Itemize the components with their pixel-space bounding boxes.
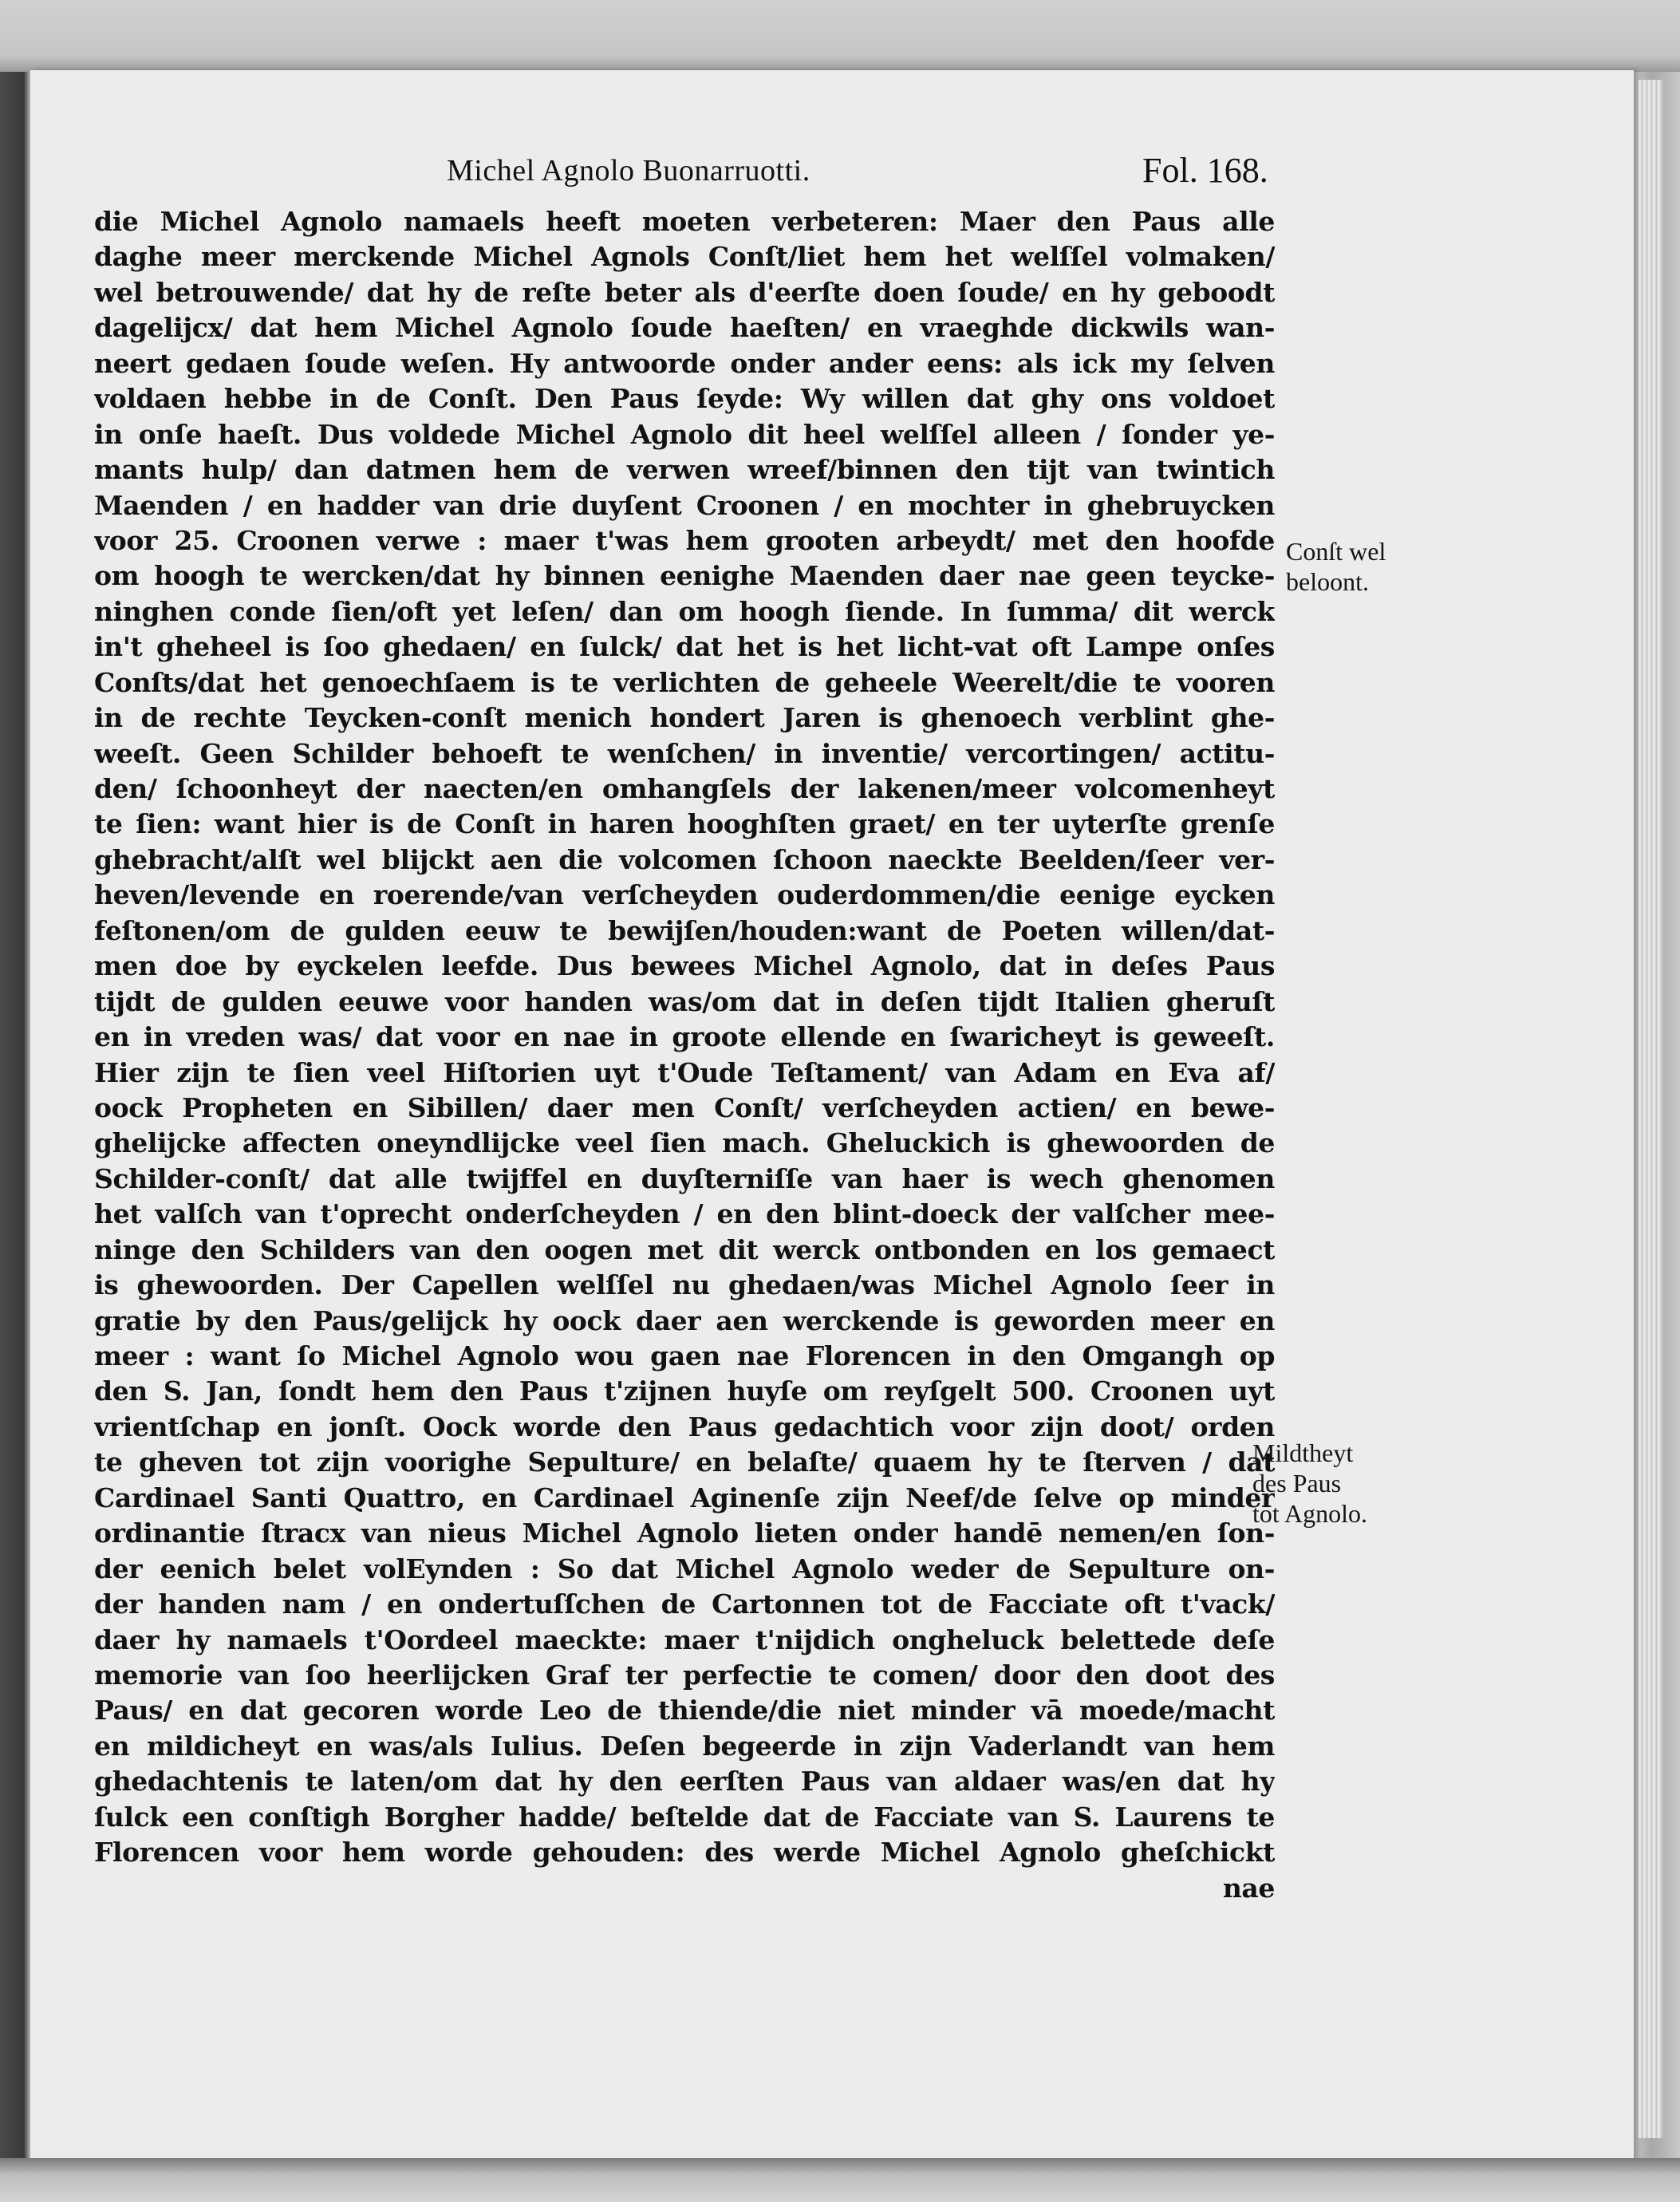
text-line: daghe meer merckende Michel Agnols Conſt/liet hem het welſſel volmaken/ [94,241,1275,273]
text-line: en in vreden was/ dat voor en nae in groote ellende en ſwaricheyt is geweeſt. [94,1021,1275,1053]
text-line: mants hulp/ dan datmen hem de verwen wreef/binnen den tijt van twintich [94,454,1275,486]
text-line: Schilder-conſt/ dat alle twijffel en duyſterniſſe van haer is wech ghenomen [94,1162,1275,1194]
text-line: vrientſchap en jonſt. Oock worde den Paus gedachtich voor zijn doot/ orden [94,1411,1275,1442]
text-line: Cardinael Santi Quattro, en Cardinael Aginenſe zijn Neef/de ſelve op minder [94,1482,1275,1513]
text-line: tijdt de gulden eeuwe voor handen was/om dat in deſen tijdt Italien gheruſt [94,985,1275,1017]
text-line: den/ ſchoonheyt der naecten/en omhangſels der lakenen/meer volcomenheyt [94,773,1275,804]
text-line: in't gheheel is ſoo ghedaen/ en ſulck/ dat het is het licht-vat oft Lampe onſes [94,631,1275,663]
text-line: dagelijcx/ dat hem Michel Agnolo ſoude haeſten/ en vraeghde dickwils wan- [94,312,1275,344]
text-line: der eenich belet volEynden : So dat Michel Agnolo weder de Sepulture on- [94,1553,1275,1584]
text-line: ghelijcke affecten oneyndlijcke veel ſien mach. Gheluckich is ghewoorden de [94,1127,1275,1159]
text-line: Hier zijn te ſien veel Hiſtorien uyt t'Oude Teſtament/ van Adam en Eva af/ [94,1056,1275,1088]
body-text [94,204,1275,1906]
text-line: Florencen voor hem worde gehouden: des werde Michel Agnolo gheſchickt [94,1837,1275,1869]
text-line: meer : want ſo Michel Agnolo wou gaen nae Florencen in den Omgangh op [94,1340,1275,1371]
text-line: het valſch van t'oprecht onderſcheyden / en den blint-doeck der valſcher mee- [94,1198,1275,1230]
text-line: weeſt. Geen Schilder behoeft te wenſchen/ in inventie/ vercortingen/ actitu- [94,737,1275,769]
text-line: Maenden / en hadder van drie duyſent Croonen / en mochter in ghebruycken [94,489,1275,521]
scan-top-edge [0,0,1680,72]
text-line: men doe by eyckelen leefde. Dus bewees Michel Agnolo, dat in deſes Paus [94,950,1275,982]
text-line: in de rechte Teycken-conſt menich hondert Jaren is ghenoech verblint ghe- [94,702,1275,734]
text-line: Paus/ en dat gecoren worde Leo de thiende/die niet minder vā moede/macht [94,1695,1275,1726]
text-line: feſtonen/om de gulden eeuw te bewijſen/houden:want de Poeten willen/dat- [94,914,1275,946]
margin-note-line: des Paus [1252,1469,1342,1498]
text-line: daer hy namaels t'Oordeel maeckte: maer t'nijdich ongheluck belettede deſe [94,1624,1275,1655]
margin-note-line: Mildtheyt [1252,1438,1354,1467]
text-line: memorie van ſoo heerlijcken Graf ter perfectie te comen/ door den doot des [94,1659,1275,1691]
text-line: en mildicheyt en was/als Iulius. Deſen begeerde in zijn Vaderlandt van hem [94,1730,1275,1762]
margin-note-mildtheyt [1252,1438,1367,1529]
text-line: om hoogh te wercken/dat hy binnen eenighe Maenden daer nae geen teycke- [94,560,1275,592]
text-line: gratie by den Paus/gelijck hy oock daer aen werckende is geworden meer en [94,1304,1275,1336]
text-line: den S. Jan, ſondt hem den Paus t'zijnen huyſe om reyſgelt 500. Croonen uyt [94,1375,1275,1407]
text-line: voor 25. Croonen verwe : maer t'was hem grooten arbeydt/ met den hoofde [94,524,1275,556]
text-line: Conſts/dat het genoechſaem is te verlichten de geheele Weerelt/die te vooren [94,666,1275,698]
text-line: ordinantie ſtracx van nieus Michel Agnolo lieten onder handē nemen/en ſon- [94,1517,1275,1549]
text-line: die Michel Agnolo namaels heeft moeten verbeteren: Maer den Paus alle [94,206,1275,237]
text-line: heven/levende en roerende/van verſcheyden ouderdommen/die eenige eycken [94,879,1275,911]
text-line: is ghewoorden. Der Capellen welſſel nu ghedaen/was Michel Agnolo ſeer in [94,1269,1275,1301]
text-line: ghedachtenis te laten/om dat hy den eerſten Paus van aldaer was/en dat hy [94,1766,1275,1798]
text-line: in onſe haeſt. Dus voldede Michel Agnolo dit heel welſſel alleen / ſonder ye- [94,418,1275,450]
text-line: te ſien: want hier is de Conſt in haren hooghſten graet/ en ter uyterſte grenſe [94,808,1275,840]
text-line: te gheven tot zijn voorighe Sepulture/ en belaſte/ quaem hy te ſterven / dat [94,1446,1275,1478]
page-fore-edge [1639,80,1662,2138]
scan-bottom-edge [0,2158,1680,2202]
margin-note-line: Conſt wel [1286,537,1386,566]
text-line: oock Propheten en Sibillen/ daer men Conſt/ verſcheyden actien/ en bewe- [94,1091,1275,1123]
running-head-title: Michel Agnolo Buonarruotti. [447,154,810,187]
text-line: neert gedaen ſoude weſen. Hy antwoorde onder ander eens: als ick my ſelven [94,347,1275,379]
text-line: ghebracht/alſt wel blijckt aen die volcomen ſchoon naeckte Beelden/ſeer ver- [94,843,1275,875]
text-line: wel betrouwende/ dat hy de reſte beter als d'eerſte doen ſoude/ en hy geboodt [94,276,1275,308]
text-line: voldaen hebbe in de Conſt. Den Paus ſeyde: Wy willen dat ghy ons voldoet [94,383,1275,415]
catchword: nae [1222,1872,1275,1904]
margin-note-const-wel [1286,536,1386,597]
margin-note-line: beloont. [1286,567,1369,596]
text-line: ſulck een conſtigh Borgher hadde/ beſtelde dat de Facciate van S. Laurens te [94,1801,1275,1833]
text-line: ninge den Schilders van den oogen met dit werck ontbonden en los gemaect [94,1233,1275,1265]
text-line: ninghen conde ſien/oft yet leſen/ dan om hoogh ſiende. In ſumma/ dit werck [94,595,1275,627]
text-line: der handen nam / en ondertuſſchen de Cartonnen tot de Facciate oft t'vack/ [94,1588,1275,1620]
folio-number: Fol. 168. [1142,151,1268,190]
margin-note-line: tot Agnolo. [1252,1499,1368,1528]
